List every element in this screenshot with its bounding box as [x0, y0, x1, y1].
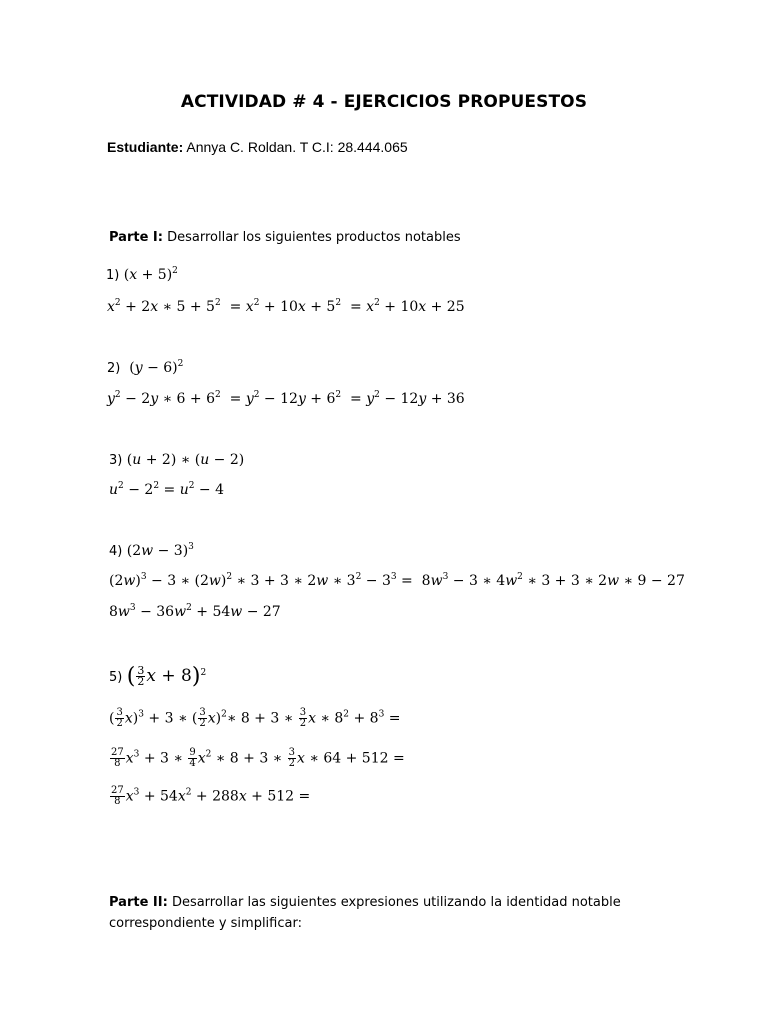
exercise-4-solution-line2: $8w^3 - 36w^2 + 54w - 27$	[109, 603, 281, 620]
part2-label: Parte II:	[109, 895, 168, 910]
exercise-4-statement: 4) $(2w - 3)^3$	[109, 542, 194, 559]
exercise-5-solution-line1: ( $\frac{3}{2}$ x)$^3$ + 3 ∗ ( $\frac{3}{2}$ x)$^2$∗ 8 + 3 ∗ $\frac{3}{2}$ x ∗ $8^2 + 8^3$ =	[109, 707, 401, 729]
exercise-1-statement: 1) $(x + 5)^2$	[106, 266, 178, 283]
exercise-number: 1)	[106, 268, 120, 283]
exercise-5-statement: 5) ( $\frac{3}{2}$ x + 8)$^2$	[109, 664, 207, 689]
exercise-number: 5)	[109, 670, 123, 685]
exercise-number: 4)	[109, 544, 123, 559]
exercise-3-statement: 3) (u + 2) ∗ (u − 2)	[109, 452, 245, 468]
exercise-2-solution: $y^2 - 2y$ ∗ $6 + 6^2 = y^2 - 12y + 6^2 = y^2 - 12y + 36$	[107, 390, 465, 407]
part2-text-line1: Desarrollar las siguientes expresiones utilizando la identidad notable	[171, 895, 621, 910]
exercise-5-solution-line3: $\frac{27}{8}$ $x^3 + 54x^2 + 288x + 512$ =	[111, 785, 311, 807]
part2-heading	[109, 892, 621, 934]
exercise-1-solution: $x^2 + 2x$ ∗ $5 + 5^2 = x^2 + 10x + 5^2 = x^2 + 10x + 25$	[107, 298, 465, 315]
part1-text: Desarrollar los siguientes productos notables	[167, 230, 461, 245]
exercise-3-solution: $u^2 - 2^2 = u^2 - 4$	[109, 481, 224, 498]
part1-label: Parte I:	[109, 230, 163, 245]
exercise-number: 2)	[107, 361, 121, 376]
exercise-4-solution-line1: $(2w)^3 - 3$ ∗ $(2w)^2$ ∗ 3 + 3 ∗ 2w ∗ $3^2 - 3^3 = 8w^3 - 3$ ∗ $4w^2$ ∗ 3 + 3 ∗ 2w ∗ 9 − 27	[109, 572, 685, 589]
part1-heading	[109, 230, 461, 245]
student-line	[107, 139, 408, 155]
student-label: Estudiante:	[107, 139, 184, 155]
page-title: ACTIVIDAD # 4 - EJERCICIOS PROPUESTOS	[180, 92, 588, 112]
part2-text-line2: correspondiente y simplificar:	[109, 916, 302, 931]
exercise-5-solution-line2: $\frac{27}{8}$ $x^3 + 3$ ∗ $\frac{9}{4}$ $x^2$ ∗ 8 + 3 ∗ $\frac{3}{2}$ x ∗ 64 + 512 =	[111, 747, 405, 769]
student-value: Annya C. Roldan. T C.I: 28.444.065	[186, 139, 408, 155]
exercise-number: 3)	[109, 453, 123, 468]
exercise-2-statement: 2) $(y - 6)^2$	[107, 359, 184, 376]
